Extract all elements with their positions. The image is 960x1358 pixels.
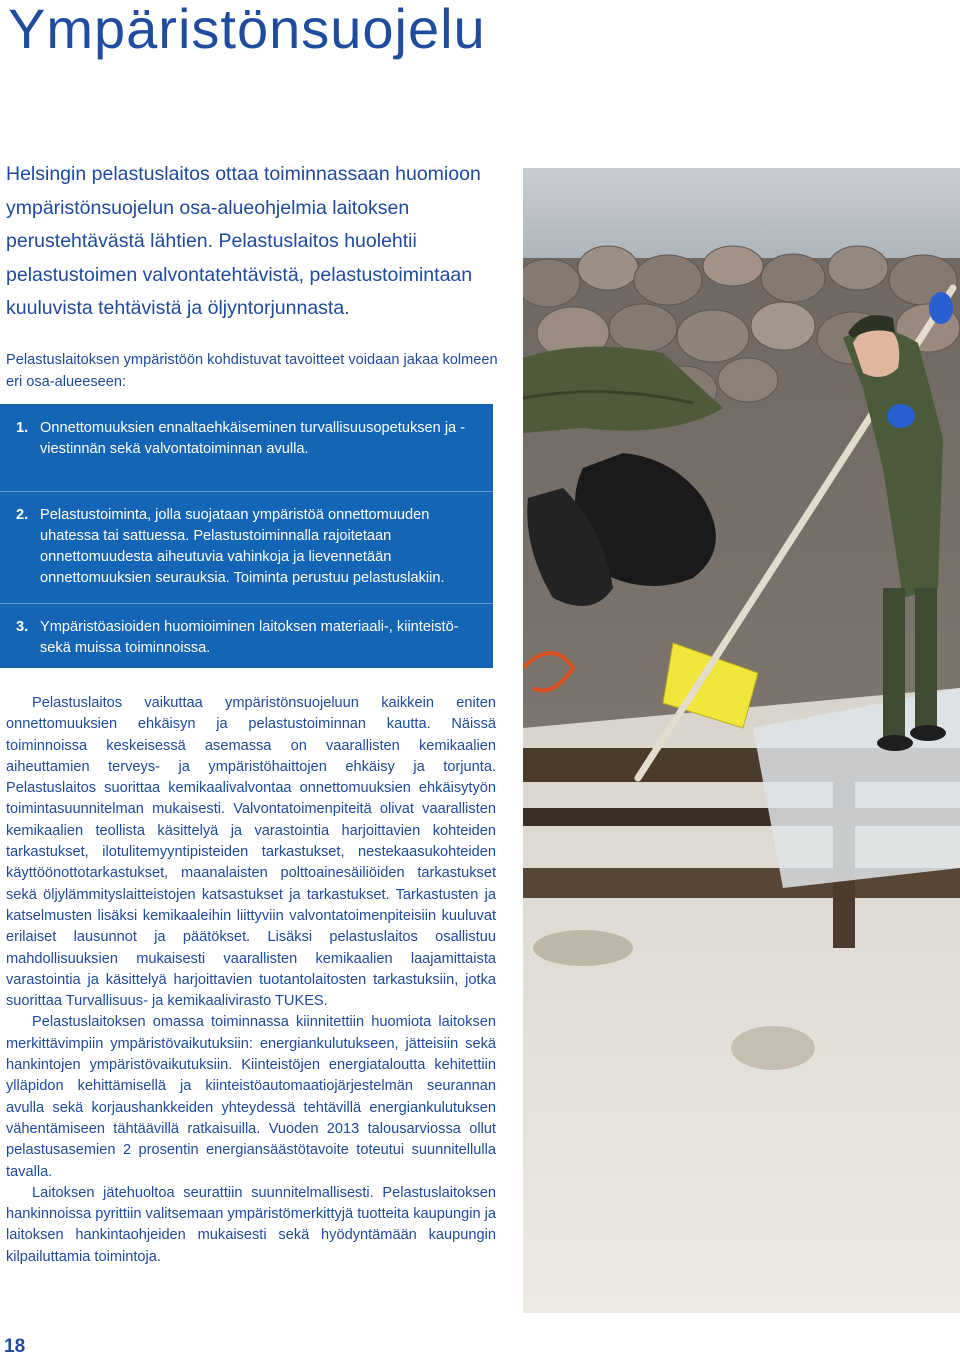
goal-number-2: 2. <box>16 507 29 523</box>
lead-paragraph: Helsingin pelastuslaitos ottaa toiminnassaan huomioon ympäristönsuojelun osa-alueohjelmia laitoksen perustehtävästä lähtien. Pelastuslaitos huolehtii pelastustoimen valvontatehtävistä, pelastustoimintaan kuuluvista tehtävistä ja öljyntorjunnasta. <box>6 163 481 319</box>
goal-item-1 <box>16 418 486 460</box>
body-paragraph-3: Laitoksen jätehuoltoa seurattiin suunnitelmallisesti. Pelastuslaitoksen hankinnoissa pyrittiin valitsemaan ympäristömerkittyjä tuotteita kaupungin ja laitoksen hankintaohjeiden mukaisesti sekä hyödyntämään kaupungin kilpailuttamia toimintoja. <box>6 1184 496 1265</box>
body-text <box>6 693 496 1268</box>
goal-number-3: 3. <box>16 619 29 635</box>
goal-divider <box>0 603 493 604</box>
goal-text-2: Pelastustoiminta, jolla suojataan ympäristöä onnettomuuden uhatessa tai sattuessa. Pelastustoiminnalla rajoitetaan onnettomuudesta aiheutuvia vahinkoja ja lievennetään onnettomuuksien seurauksia. Toiminta perustuu pelastuslakiin. <box>40 507 445 586</box>
goals-box <box>0 404 493 668</box>
intro-paragraph: Pelastuslaitoksen ympäristöön kohdistuvat tavoitteet voidaan jakaa kolmeen eri osa-alueeseen: <box>6 352 498 390</box>
body-paragraph-2: Pelastuslaitoksen omassa toiminnassa kiinnitettiin huomiota laitoksen merkittävimpiin ympäristövaikutuksiin: energiankulutukseen, jätteisiin sekä hankintojen ympäristövaikutuksiin. Kiinteistöjen energiataloutta kehitettiin ylläpidon kehittämisellä ja kiinteistöautomaatiojärjestelmän seurannan avulla sekä korjaushankkeiden yhteydessä tehtävillä energiankulutuksen vähentämiseen tähtäävillä ratkaisuilla. Vuoden 2013 talousarviossa ollut pelastusasemien 2 prosentin energiansäästötavoite toteutui suunnitellulla tavalla. <box>6 1014 496 1180</box>
goal-item-2 <box>16 505 486 589</box>
body-paragraph-1: Pelastuslaitos vaikuttaa ympäristönsuojeluun kaikkein eniten onnettomuuksien ehkäisyn ja pelastustoiminnan kautta. Näissä toiminnoissa keskeisessä asemassa on vaarallisten kemikaalien aiheuttamien terveys- ja ympäristöhaittojen ehkäisy ja torjunta. Pelastuslaitos suorittaa kemikaalivalvontaa onnettomuuksien ehkäisytyön toimintasuunnitelman mukaisesti. Valvontatoimenpiteitä olivat vaarallisten kemikaalien teollista käsittelyä ja varastointia harjoittavien kohteiden tarkastukset, ilotulitemyyntipisteiden tarkastukset, nestekaasukohteiden käyttöönottotarkastukset, maanalaisten polttoainesäiliöiden tarkastukset sekä öljylämmityslaitteistojen katsastukset ja tarkastukset. Tarkastusten ja katselmusten lisäksi kemikaaleihin liittyviin valvontatoimenpiteisiin kuuluvat erilaiset lausunnot ja päätökset. Lisäksi pelastuslaitos osallistuu mahdollisuuksien mukaisesti vaarallisten kemikaalien laajamittaista varastointia ja käsittelyä harjoittavien tuotantolaitosten tarkastuksiin, jotka suorittaa Turvallisuus- ja kemikaalivirasto TUKES. <box>6 695 496 1010</box>
page-number: 18 <box>4 1336 26 1357</box>
goal-divider <box>0 491 493 492</box>
goal-text-1: Onnettomuuksien ennaltaehkäiseminen turvallisuusopetuksen ja -viestinnän sekä valvontatoiminnan avulla. <box>40 420 466 457</box>
oil-spill-cleanup-photo <box>523 168 960 1313</box>
goal-number-1: 1. <box>16 420 29 436</box>
page-title: Ympäristönsuojelu <box>8 0 486 60</box>
goal-text-3: Ympäristöasioiden huomioiminen laitoksen materiaali-, kiinteistö- sekä muissa toiminnoissa. <box>40 619 459 656</box>
goal-item-3 <box>16 617 486 659</box>
